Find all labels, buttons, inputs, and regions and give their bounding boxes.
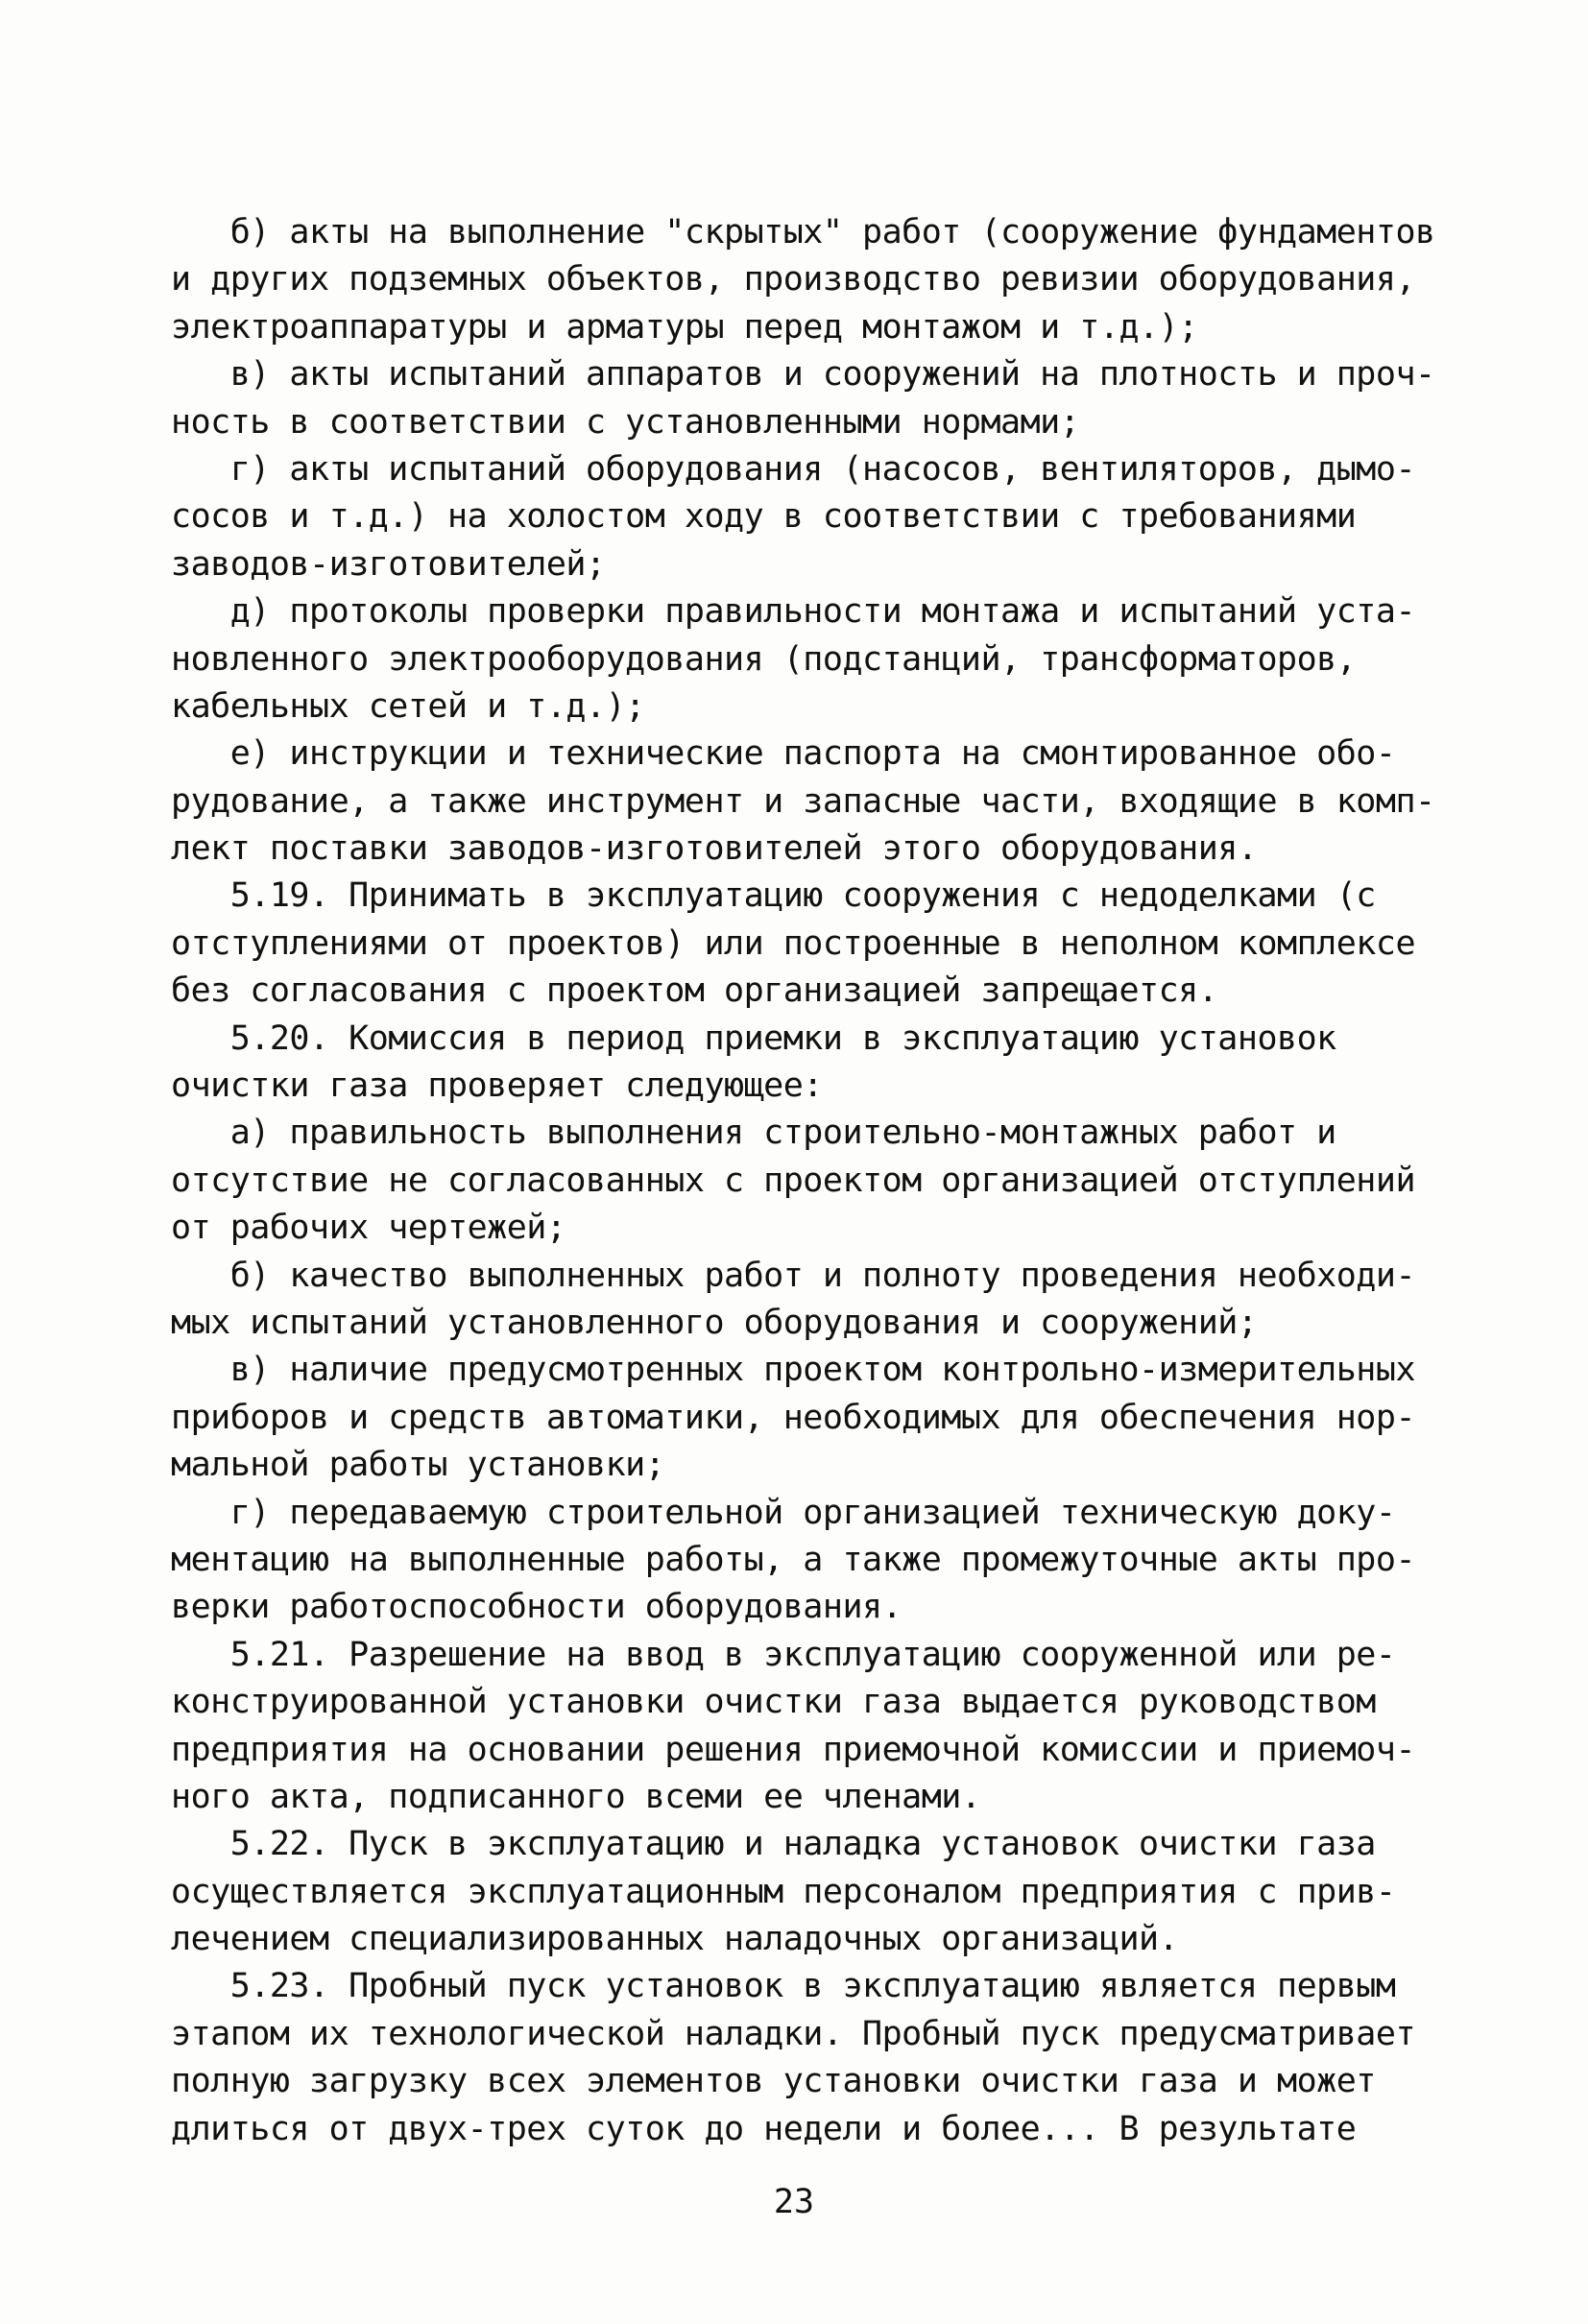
text-line: г) передаваемую строительной организацией техническую доку- bbox=[171, 1493, 1396, 1532]
text-line: 5.22. Пуск в эксплуатацию и наладка установок очистки газа bbox=[171, 1825, 1376, 1864]
text-line: осуществляется эксплуатационным персоналом предприятия с прив- bbox=[171, 1872, 1396, 1911]
text-line: 5.20. Комиссия в период приемки в эксплуатацию установок bbox=[171, 1018, 1336, 1058]
text-line: длиться от двух-трех суток до недели и более... В результате bbox=[171, 2109, 1357, 2148]
text-line: приборов и средств автоматики, необходимых для обеспечения нор- bbox=[171, 1398, 1416, 1437]
text-line: мальной работы установки; bbox=[171, 1446, 665, 1485]
text-line: 5.23. Пробный пуск установок в эксплуатацию является первым bbox=[171, 1967, 1396, 2006]
text-line: конструированной установки очистки газа выдается руководством bbox=[171, 1683, 1376, 1722]
text-line: и других подземных объектов, производство ревизии оборудования, bbox=[171, 260, 1416, 299]
text-line: отступлениями от проектов) или построенные в неполном комплексе bbox=[171, 923, 1416, 963]
text-line: очистки газа проверяет следующее: bbox=[171, 1066, 823, 1106]
text-line: г) акты испытаний оборудования (насосов, вентиляторов, дымо- bbox=[171, 449, 1416, 489]
text-line: заводов-изготовителей; bbox=[171, 544, 606, 584]
text-line: предприятия на основании решения приемочной комиссии и приемоч- bbox=[171, 1730, 1416, 1769]
text-line: е) инструкции и технические паспорта на смонтированное обо- bbox=[171, 734, 1396, 774]
text-line: ментацию на выполненные работы, а также промежуточные акты про- bbox=[171, 1540, 1416, 1579]
text-line: 5.19. Принимать в эксплуатацию сооружения с недоделками (с bbox=[171, 876, 1376, 916]
text-line: лечением специализированных наладочных организаций. bbox=[171, 1920, 1179, 1959]
text-line: б) акты на выполнение "скрытых" работ (сооружение фундаментов bbox=[171, 213, 1435, 252]
text-line: рудование, а также инструмент и запасные части, входящие в комп- bbox=[171, 781, 1435, 821]
text-line: мых испытаний установленного оборудования и сооружений; bbox=[171, 1303, 1258, 1342]
text-line: ность в соответствии с установленными нормами; bbox=[171, 402, 1080, 442]
text-line: лект поставки заводов-изготовителей этого оборудования. bbox=[171, 829, 1258, 869]
document-body bbox=[171, 209, 1435, 2153]
text-line: д) протоколы проверки правильности монтажа и испытаний уста- bbox=[171, 592, 1416, 632]
text-line: 5.21. Разрешение на ввод в эксплуатацию сооруженной или ре- bbox=[171, 1635, 1396, 1674]
text-line: ного акта, подписанного всеми ее членами. bbox=[171, 1777, 981, 1816]
text-line: полную загрузку всех элементов установки очистки газа и может bbox=[171, 2062, 1376, 2101]
page-number: 23 bbox=[773, 2183, 815, 2221]
text-line: от рабочих чертежей; bbox=[171, 1209, 566, 1248]
text-line: без согласования с проектом организацией запрещается. bbox=[171, 971, 1218, 1011]
text-line: в) наличие предусмотренных проектом контрольно-измерительных bbox=[171, 1351, 1416, 1390]
text-line: в) акты испытаний аппаратов и сооружений на плотность и проч- bbox=[171, 355, 1435, 395]
text-line: отсутствие не согласованных с проектом организацией отступлений bbox=[171, 1161, 1416, 1200]
text-line: верки работоспособности оборудования. bbox=[171, 1588, 902, 1627]
text-line: новленного электрооборудования (подстанций, трансформаторов, bbox=[171, 639, 1357, 679]
text-line: а) правильность выполнения строительно-монтажных работ и bbox=[171, 1114, 1336, 1153]
text-line: сосов и т.д.) на холостом ходу в соответствии с требованиями bbox=[171, 497, 1357, 537]
text-line: кабельных сетей и т.д.); bbox=[171, 686, 645, 726]
text-line: этапом их технологической наладки. Пробный пуск предусматривает bbox=[171, 2014, 1416, 2053]
text-line: электроаппаратуры и арматуры перед монтажом и т.д.); bbox=[171, 307, 1198, 347]
text-line: б) качество выполненных работ и полноту проведения необходи- bbox=[171, 1256, 1416, 1295]
